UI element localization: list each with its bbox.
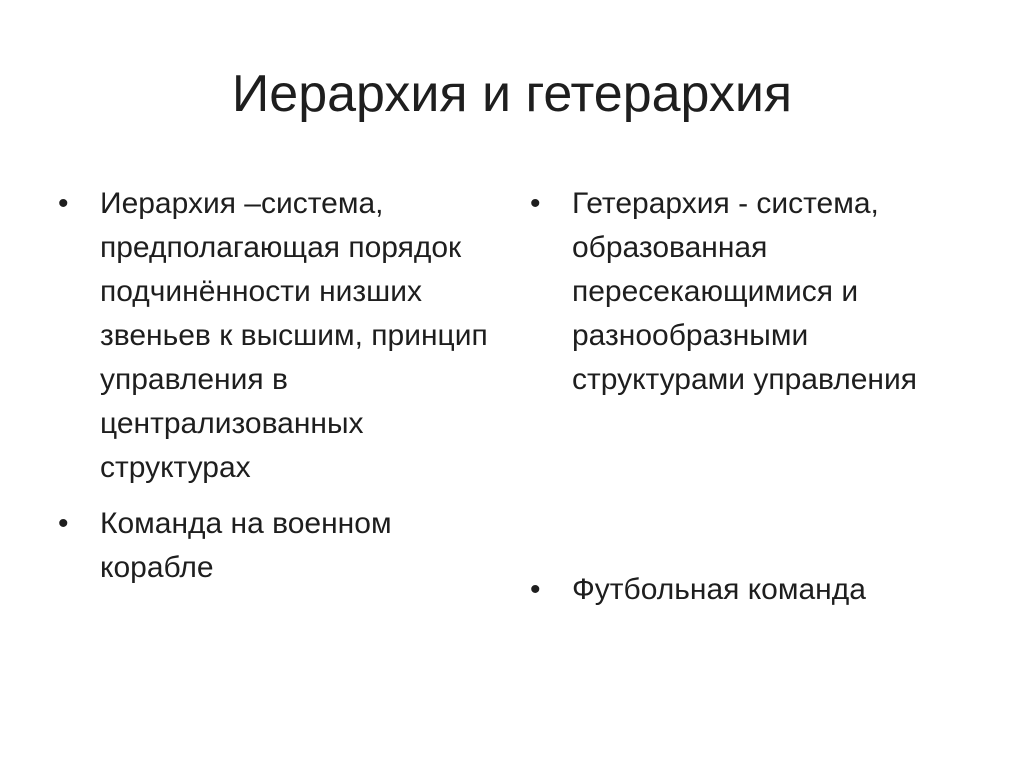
- bullet-text: Иерархия –система, предполагающая порядок подчинённости низших звеньев к высшим, принцип управления в централизованных структурах: [100, 187, 488, 484]
- right-column: [530, 182, 970, 612]
- bullet-item-heterarchy-example: [530, 568, 970, 612]
- bullet-icon: •: [530, 187, 541, 220]
- bullet-icon: •: [58, 507, 69, 540]
- bullet-icon: •: [58, 187, 69, 220]
- bullet-text: Команда на военном корабле: [100, 507, 392, 584]
- left-column: [58, 182, 488, 590]
- bullet-text: Гетерархия - система, образованная пересекающимися и разнообразными структурами управления: [572, 187, 917, 396]
- bullet-text: Футбольная команда: [572, 573, 866, 606]
- bullet-item-hierarchy-example: [58, 502, 488, 590]
- slide-title: Иерархия и гетерархия: [231, 65, 793, 123]
- bullet-icon: •: [530, 573, 541, 606]
- bullet-item-hierarchy-definition: [58, 182, 488, 490]
- bullet-item-heterarchy-definition: [530, 182, 970, 402]
